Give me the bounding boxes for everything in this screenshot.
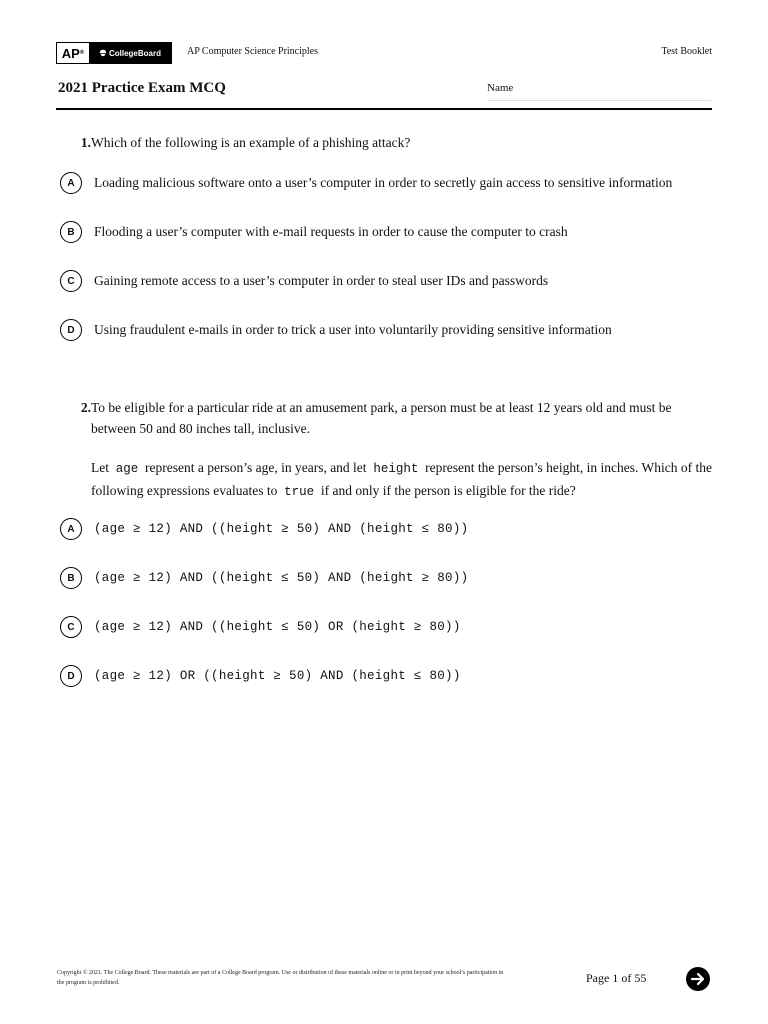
answer-option-1a[interactable] [60, 172, 672, 194]
answer-option-1c[interactable] [60, 270, 548, 292]
question-paragraph [91, 457, 712, 503]
collegeboard-logo-text: CollegeBoard [108, 48, 161, 58]
para-text: represent a person’s age, in years, and let [145, 460, 367, 475]
code-true: true [284, 485, 315, 499]
option-code: (age ≥ 12) OR ((height ≥ 50) AND (height ≤ 80)) [94, 669, 461, 683]
booklet-label: Test Booklet [661, 46, 712, 57]
answer-bubble[interactable]: A [60, 518, 82, 540]
answer-bubble[interactable]: A [60, 172, 82, 194]
option-text: Using fraudulent e-mails in order to trick a user into voluntarily providing sensitive information [94, 322, 612, 337]
para-text: if and only if the person is eligible for the ride? [320, 483, 576, 498]
option-code: (age ≥ 12) AND ((height ≥ 50) AND (height ≤ 80)) [94, 522, 469, 536]
question-2 [56, 397, 712, 522]
answer-option-2d[interactable] [60, 665, 461, 687]
answer-bubble[interactable]: C [60, 616, 82, 638]
course-title: AP Computer Science Principles [187, 46, 318, 57]
header-divider [56, 108, 712, 110]
answer-option-1d[interactable] [60, 319, 612, 341]
exam-title: 2021 Practice Exam MCQ [58, 80, 226, 96]
answer-bubble[interactable]: B [60, 567, 82, 589]
ap-collegeboard-logo [56, 42, 172, 64]
page-number: Page 1 of 55 [586, 971, 647, 985]
ap-logo: AP ® [57, 43, 89, 63]
question-stem: Which of the following is an example of a phishing attack? [91, 135, 411, 150]
para-text: Let [91, 460, 109, 475]
answer-option-1b[interactable] [60, 221, 568, 243]
arrow-right-icon [690, 971, 706, 987]
answer-option-2a[interactable] [60, 518, 468, 540]
ap-logo-text: AP [61, 45, 80, 61]
copyright-notice: Copyright © 2021. The College Board. These materials are part of a College Board program. Use or distribution of these materials online or in print beyond your school’s participation in the program is prohibited. [57, 970, 504, 986]
answer-bubble[interactable]: B [60, 221, 82, 243]
name-field[interactable] [487, 100, 711, 101]
code-height: height [373, 462, 419, 476]
option-text: Gaining remote access to a user’s computer in order to steal user IDs and passwords [94, 273, 549, 288]
name-label: Name [487, 82, 514, 94]
question-1 [56, 132, 712, 153]
option-text: Loading malicious software onto a user’s computer in order to secretly gain access to sensitive information [94, 175, 673, 190]
para-text: represent the person’s height, in inches. Which of the following expressions evaluates to [91, 460, 712, 498]
answer-bubble[interactable]: D [60, 319, 82, 341]
question-stem: To be eligible for a particular ride at an amusement park, a person must be at least 12 years old and must be between 50 and 80 inches tall, inclusive. [91, 400, 672, 436]
option-text: Flooding a user’s computer with e-mail requests in order to cause the computer to crash [94, 224, 568, 239]
option-code: (age ≥ 12) AND ((height ≤ 50) AND (height ≥ 80)) [94, 571, 469, 585]
next-page-button[interactable] [686, 967, 710, 991]
question-number: 1. [80, 135, 91, 150]
collegeboard-logo [89, 43, 171, 63]
acorn-icon [99, 49, 107, 57]
code-age: age [115, 462, 139, 476]
answer-option-2b[interactable] [60, 567, 468, 589]
question-number: 2. [80, 400, 91, 415]
answer-bubble[interactable]: C [60, 270, 82, 292]
option-code: (age ≥ 12) AND ((height ≤ 50) OR (height ≥ 80)) [94, 620, 461, 634]
answer-bubble[interactable]: D [60, 665, 82, 687]
answer-option-2c[interactable] [60, 616, 461, 638]
